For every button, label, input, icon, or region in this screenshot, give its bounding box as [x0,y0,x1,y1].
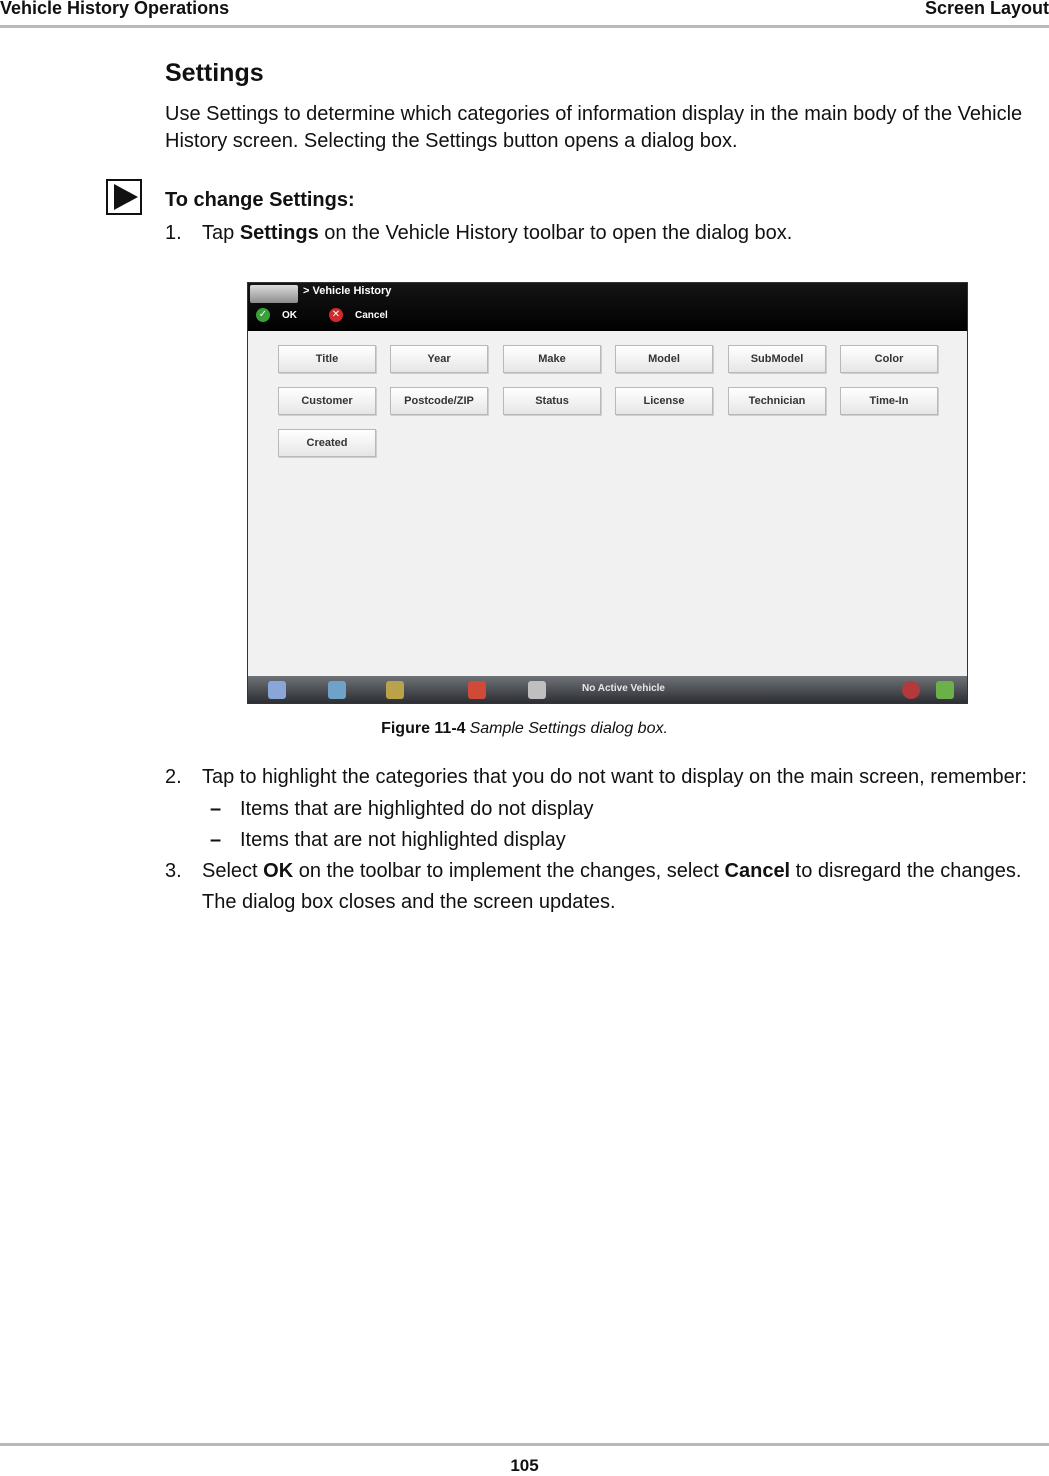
category-license-button[interactable]: License [615,387,713,415]
home-icon[interactable] [268,681,286,699]
title-toolbar: > Vehicle History ✓ OK ✕ Cancel [248,283,967,331]
vehicle-data-icon[interactable] [328,681,346,699]
step-number: 1. [165,222,182,244]
page-number: 105 [510,1456,539,1475]
category-technician-button[interactable]: Technician [728,387,826,415]
ok-term: OK [263,860,294,882]
procedure-title: To change Settings: [165,189,355,211]
category-submodel-button[interactable]: SubModel [728,345,826,373]
header-section: Screen Layout [924,0,1049,18]
procedure-arrow-icon [106,179,142,215]
tools-icon[interactable] [386,681,404,699]
step-number: 2. [165,766,182,788]
category-color-button[interactable]: Color [840,345,938,373]
close-icon: ✕ [329,308,343,322]
figure-number: Figure 11-4 [381,720,466,737]
breadcrumb: > Vehicle History [303,285,392,297]
app-logo [250,285,298,303]
category-customer-button[interactable]: Customer [278,387,376,415]
header-chapter: Vehicle History Operations [0,0,230,18]
check-icon: ✓ [256,308,270,322]
header-rule [0,25,1049,28]
category-title-button[interactable]: Title [278,345,376,373]
cancel-term: Cancel [724,860,791,882]
figure-text: Sample Settings dialog box. [469,720,668,737]
figure-caption [0,720,1049,738]
scanner-icon[interactable] [468,681,486,699]
category-status-button[interactable]: Status [503,387,601,415]
category-make-button[interactable]: Make [503,345,601,373]
battery-icon [936,681,954,699]
printer-icon[interactable] [528,681,546,699]
category-model-button[interactable]: Model [615,345,713,373]
category-year-button[interactable]: Year [390,345,488,373]
navigation-bar [248,676,967,703]
page-header [0,0,1049,28]
intro-paragraph: Use Settings to determine which categories of information display in the main body of the Vehicle History screen. Selecting the Settings button opens a dialog box. [165,103,1023,152]
settings-dialog-screenshot [247,282,968,704]
step-number: 3. [165,860,182,882]
category-created-button[interactable]: Created [278,429,376,457]
connection-icon [902,681,920,699]
vehicle-status-text: No Active Vehicle [582,683,665,694]
footer-rule [0,1443,1049,1446]
category-postcode-button[interactable]: Postcode/ZIP [390,387,488,415]
category-time-in-button[interactable]: Time-In [840,387,938,415]
step-text: The dialog box closes and the screen updates. [202,891,616,913]
step-text: Tap to highlight the categories that you do not want to display on the main screen, remember: [202,766,1027,788]
settings-term: Settings [239,222,319,244]
section-title: Settings [165,59,264,87]
